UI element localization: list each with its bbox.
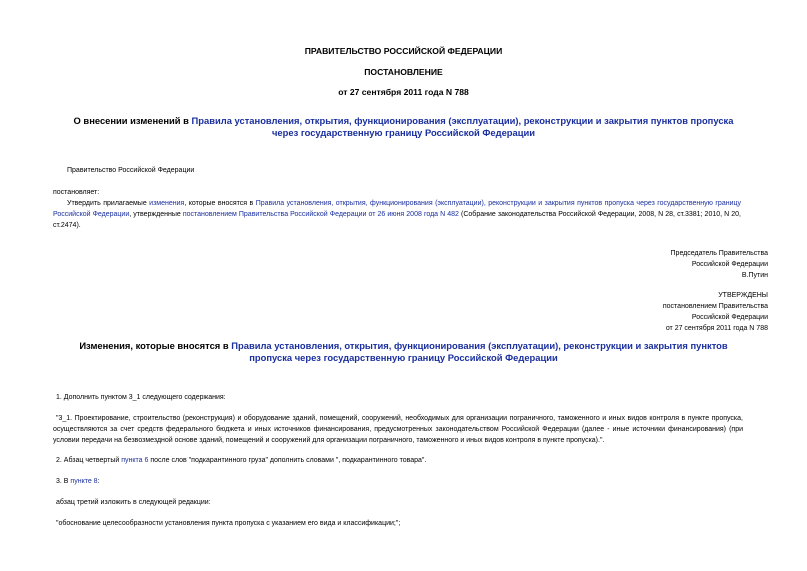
item-3-subtext: абзац третий изложить в следующей редакции: xyxy=(56,499,211,506)
rules-link-body[interactable]: Правила установления, открытия, функционирования (эксплуатации), реконструкции и закрытия пунктов пропуска через государственную границу Российской Федерации xyxy=(53,200,741,218)
item-1: 1. Дополнить пунктом 3_1 следующего содержания: xyxy=(56,394,226,401)
approval-heading: УТВЕРЖДЕНЫ xyxy=(718,292,768,299)
decree-482-link[interactable]: постановлением Правительства Российской Федерации от 26 июня 2008 года N 482 xyxy=(182,211,459,218)
signature-block xyxy=(540,248,768,281)
rules-link[interactable]: Правила установления, открытия, функционирования (эксплуатации), реконструкции и закрытия пунктов пропуска через государственную границу Российской Федерации xyxy=(191,115,734,138)
document-date-number: от 27 сентября 2011 года N 788 xyxy=(338,87,469,97)
item-3-quote: "обоснование целесообразности установления пункта пропуска с указанием его вида и классификации;"; xyxy=(56,520,401,527)
point-6-link[interactable]: пункта 6 xyxy=(121,457,149,464)
approval-line-4: от 27 сентября 2011 года N 788 xyxy=(665,325,768,332)
signature-title: Председатель Правительства xyxy=(670,250,768,257)
approval-line-3: Российской Федерации xyxy=(691,314,768,321)
point-8-link[interactable]: пункте 8 xyxy=(70,478,98,485)
signature-name: В.Путин xyxy=(741,272,768,279)
changes-rules-link[interactable]: Правила установления, открытия, функционирования (эксплуатации), реконструкции и закрытия пунктов пропуска через государственную границу Российской Федерации xyxy=(231,340,728,363)
changes-title xyxy=(60,340,747,364)
changes-title-prefix: Изменения, которые вносятся в xyxy=(79,340,232,351)
item-3: 3. В пункте 8: xyxy=(56,478,100,485)
resolution-paragraph: Утвердить прилагаемые изменения, которые вносятся в Правила установления, открытия, функционирования (эксплуатации), реконструкции и закрытия пунктов пропуска через государственную границу Российской Федерации, утвержденные постановлением Правительства Российской Федерации от 26 июня 2008 года N 482 (Собрание законодательства Российской Федерации, 2008, N 28, ст.3381; 2010, N 20, ст.2474). xyxy=(53,200,742,229)
issuer-text: Правительство Российской Федерации xyxy=(67,167,195,174)
changes-link[interactable]: изменения xyxy=(149,200,185,207)
signature-country: Российской Федерации xyxy=(691,261,768,268)
document-title xyxy=(70,115,737,139)
government-heading: ПРАВИТЕЛЬСТВО РОССИЙСКОЙ ФЕДЕРАЦИИ xyxy=(304,46,503,56)
approval-block xyxy=(540,290,768,334)
document-type: ПОСТАНОВЛЕНИЕ xyxy=(364,67,443,77)
item-2: 2. Абзац четвертый пункта 6 после слов "подкарантинного груза" дополнить словами ", подкарантинного товара". xyxy=(56,457,427,464)
document-title-prefix: О внесении изменений в xyxy=(73,115,192,126)
approval-line-2: постановлением Правительства xyxy=(662,303,768,310)
item-1-quote: "3_1. Проектирование, строительство (реконструкция) и оборудование зданий, помещений, сооружений, необходимых для организации пограничного, таможенного и иных видов контроля в пункте пропуска, осуществляются за счет средств федерального бюджета и иных источников финансирования, предусмотренных законодательством Российской Федерации (далее - иные источники финансирования) (при условии передачи на безвозмездной основе зданий, помещений и сооружений для организации пограничного, таможенного и иных видов контроля в пункте пропуска).". xyxy=(53,415,743,444)
resolves-text: постановляет: xyxy=(53,189,100,196)
